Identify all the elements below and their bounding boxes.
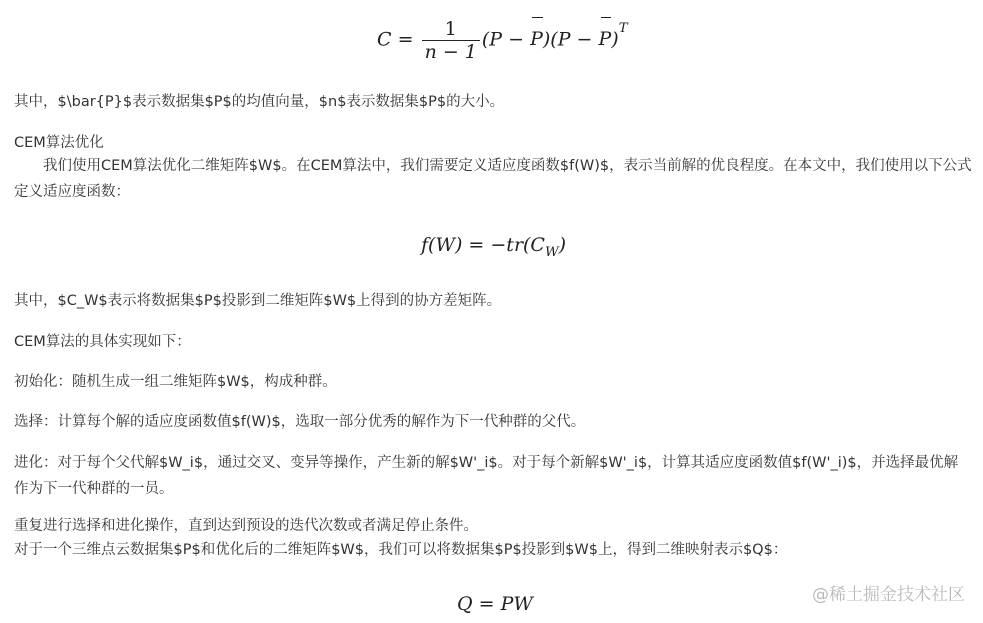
paragraph-mean-definition: 其中，$\bar{P}$表示数据集$P$的均值向量，$n$表示数据集$P$的大小。 xyxy=(14,94,505,110)
projection-formula: Q = PW xyxy=(457,593,533,615)
p-bar-2: P xyxy=(599,16,612,62)
formula-equals: = xyxy=(397,28,414,51)
fitness-formula-close: ) xyxy=(558,234,567,256)
formula-fraction xyxy=(422,18,480,63)
paragraph-fitness-text: 我们使用CEM算法优化二维矩阵$W$。在CEM算法中，我们需要定义适应度函数$f(W)$，表示当前解的优良程度。在本文中，我们使用以下公式定义适应度函数： xyxy=(14,158,972,200)
paragraph-cem-steps-intro: CEM算法的具体实现如下： xyxy=(14,334,191,350)
paragraph-initialization: 初始化：随机生成一组二维矩阵$W$，构成种群。 xyxy=(14,374,337,390)
paragraph-fitness-intro xyxy=(14,153,972,205)
transpose-superscript: T xyxy=(618,21,628,36)
fitness-formula-subscript: W xyxy=(544,244,559,260)
formula-body-mid: )(P − xyxy=(542,28,599,51)
formula-lhs: C xyxy=(377,28,392,51)
paragraph-selection: 选择：计算每个解的适应度函数值$f(W)$，选取一部分优秀的解作为下一代种群的父代。 xyxy=(14,414,586,430)
site-watermark: @稀土掘金技术社区 xyxy=(812,585,965,605)
paragraph-evolution: 进化：对于每个父代解$W_i$，通过交叉、变异等操作，产生新的解$W'_i$。对于每个新解$W'_i$，计算其适应度函数值$f(W'_i)$，并选择最优解作为下一代种群的一员。 xyxy=(14,455,959,497)
section-title: CEM算法优化 xyxy=(14,135,104,151)
paragraph-cw-definition: 其中，$C_W$表示将数据集$P$投影到二维矩阵$W$上得到的协方差矩阵。 xyxy=(14,293,502,309)
fitness-formula xyxy=(421,230,566,268)
fitness-formula-main: f(W) = −tr(C xyxy=(421,234,545,256)
paragraph-repeat: 重复进行选择和进化操作，直到达到预设的迭代次数或者满足停止条件。 xyxy=(14,518,478,534)
p-bar-1: P xyxy=(530,16,543,62)
paragraph-projection: 对于一个三维点云数据集$P$和优化后的二维矩阵$W$，我们可以将数据集$P$投影到$W$上，得到二维映射表示$Q$： xyxy=(14,542,788,558)
covariance-formula xyxy=(377,12,628,63)
fraction-numerator: 1 xyxy=(444,17,457,40)
formula-body-open: (P − xyxy=(481,28,531,51)
fraction-denominator: n − 1 xyxy=(422,40,480,63)
formula-body-close: ) xyxy=(611,28,619,51)
